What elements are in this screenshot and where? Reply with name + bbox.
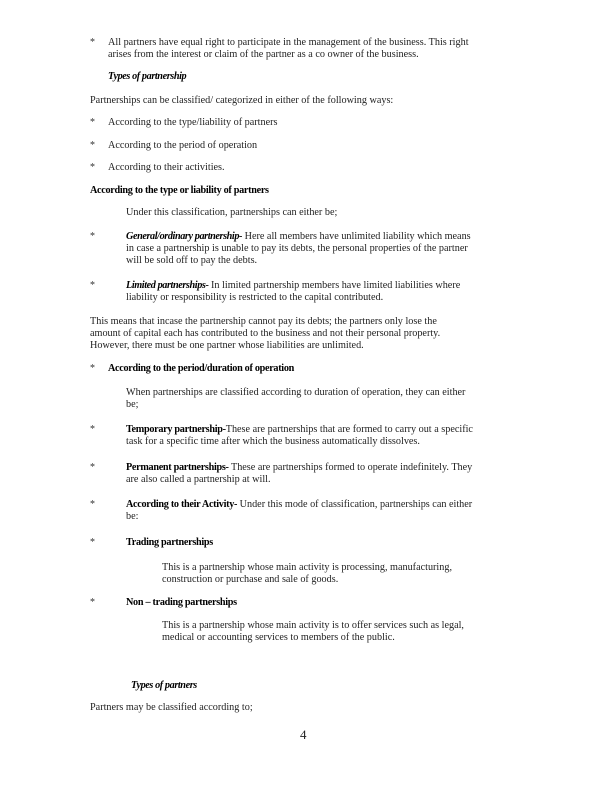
text-line: medical or accounting services to members of the public. [162,632,395,643]
text-line: are also called a partnership at will. [126,474,271,485]
list-item: According to the type/liability of partners [108,117,278,128]
text-line: These are partnerships formed to operate indefinitely. They [228,462,473,473]
bullet: * [90,162,95,173]
text-line: However, there must be one partner whose liabilities are unlimited. [90,340,364,351]
text-line: be: [126,511,139,522]
paragraph-this-means [90,316,440,352]
heading-types-of-partnership: Types of partnership [108,71,187,82]
text-line: This means that incase the partnership cannot pay its debts; the partners only lose the [90,316,437,327]
bullet: * [90,424,95,435]
text-line: Here all members have unlimited liability which means [244,231,471,242]
paragraph-trading [162,562,452,586]
text-line: This is a partnership whose main activity is to offer services such as legal, [162,620,464,631]
item-general [126,231,471,267]
paragraph-non-trading [162,620,464,644]
text-line: Under this mode of classification, partnerships can either [237,499,473,510]
list-item: According to their activities. [108,162,225,173]
text-line: This is a partnership whose main activity is processing, manufacturing, [162,562,452,573]
heading-liability: According to the type or liability of partners [90,185,269,196]
heading-period: According to the period/duration of operation [108,363,294,374]
text-line: These are partnerships that are formed to carry out a specific [225,424,473,435]
partners-may-text: Partners may be classified according to; [90,702,253,713]
item-temporary [126,424,473,448]
bullet: * [90,537,95,548]
bullet: * [90,462,95,473]
bullet: * [90,280,95,291]
bullet: * [90,140,95,151]
text-line: in case a partnership is unable to pay its debts, the personal properties of the partner [126,243,468,254]
text-line: All partners have equal right to participate in the management of the business. This right [108,37,469,48]
term: Permanent partnerships- [126,462,229,473]
text-line: When partnerships are classified according to duration of operation, they can either [126,387,466,398]
page-number: 4 [300,727,307,742]
text-line: construction or purchase and sale of goods. [162,574,339,585]
bullet: * [90,117,95,128]
term-non-trading: Non – trading partnerships [126,597,237,608]
term: Temporary partnership- [126,424,226,435]
heading-types-of-partners: Types of partners [131,680,197,691]
list-item: According to the period of operation [108,140,258,151]
text-line: liability or responsibility is restricted to the capital contributed. [126,292,384,303]
term-trading: Trading partnerships [126,537,213,548]
item-activity [126,499,472,523]
bullet: * [90,231,95,242]
bullet: * [90,597,95,608]
paragraph-equal-rights [108,37,469,61]
item-limited [126,280,460,304]
paragraph-when [126,387,465,411]
bullet: * [90,499,95,510]
bullet: * [90,37,95,48]
term: Limited partnerships- [126,280,209,291]
under-text: Under this classification, partnerships can either be; [126,207,338,218]
text-line: will be sold off to pay the debts. [126,255,258,266]
text-line: be; [126,399,139,410]
intro-text: Partnerships can be classified/ categorized in either of the following ways: [90,95,394,106]
text-line: In limited partnership members have limited liabilities where [211,280,461,291]
text-line: task for a specific time after which the business automatically dissolves. [126,436,420,447]
term: According to their Activity- [126,499,238,510]
text-line: arises from the interest or claim of the partner as a co owner of the business. [108,49,419,60]
bullet: * [90,363,95,374]
item-permanent [126,462,472,486]
text-line: amount of capital each has contributed to the business and not their personal property. [90,328,441,339]
term: General/ordinary partnership- [126,231,243,242]
